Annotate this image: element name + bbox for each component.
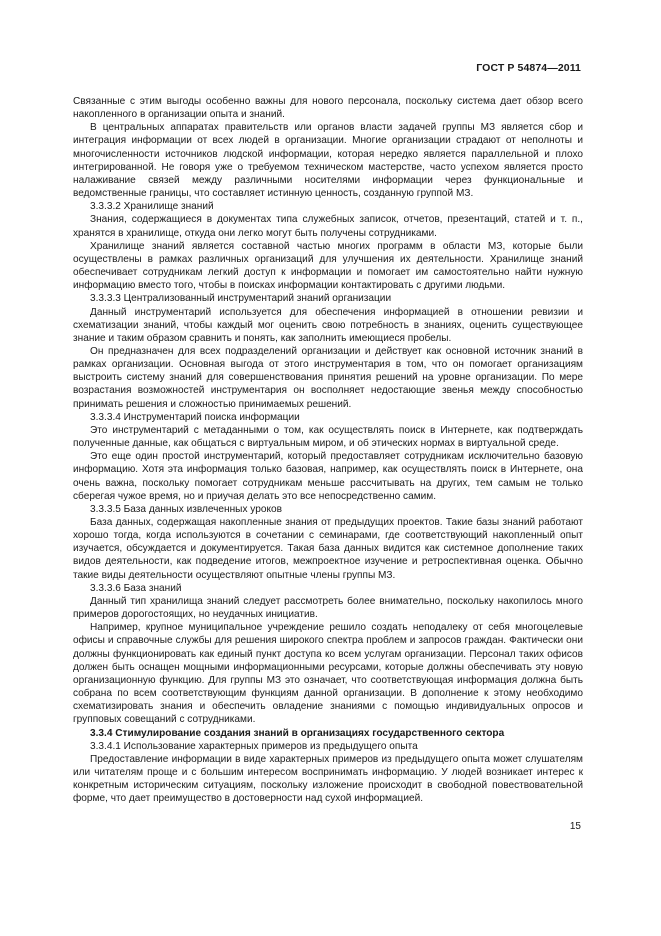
paragraph: В центральных аппаратах правительств или органов власти задачей группы МЗ является сбор и интеграция информации от всех людей в организации. Многие организации страдают от неполноты и многочисленности источников людской информации, которая нередко является параллельной и плохо интегрированной. Не говоря уже о требуемом техническом мастерстве, часто успехом является просто налаживание связей между различными носителями информации через функциональные и ведомственные границы, что составляет истинную ценность, созданную группой МЗ.	[73, 122, 583, 200]
paragraph: Связанные с этим выгоды особенно важны для нового персонала, поскольку система дает обзор всего накопленного в организации опыта и знаний.	[73, 96, 583, 121]
paragraph: Предоставление информации в виде характерных примеров из предыдущего опыта может слушателям или читателям проще и с большим интересом воспринимать информацию. У людей возникает интерес к конкретным историческим ситуациям, поскольку изложение происходит в свободной повествовательной форме, что дает преимущество в достоверности над сухой информацией.	[73, 753, 583, 805]
section-heading: 3.3.3.2 Хранилище знаний	[90, 201, 214, 213]
section-heading: 3.3.3.4 Инструментарий поиска информации	[90, 411, 300, 423]
section-heading: 3.3.3.6 База знаний	[90, 582, 182, 594]
section-heading: 3.3.3.5 База данных извлеченных уроков	[90, 503, 282, 515]
paragraph: Например, крупное муниципальное учреждение решило создать неподалеку от себя многоцелевые офисы и справочные службы для решения широкого спектра проблем и запросов граждан. Фактически они должны функционировать как единый пункт доступа ко всем услугам организации. Персонал таких офисов должен быть оснащен мощными информационными ресурсами, которые должны обеспечивать эту новую организационную функцию. Для группы МЗ это означает, что соответствующая информация должна быть собрана по всем соответствующим функциям данной организации. В дополнение к этому необходимо схематизировать знания и обеспечить овладение знаниями с помощью индивидуальных опросов и групповых совещаний с сотрудниками.	[73, 622, 583, 726]
document-id-header: ГОСТ Р 54874—2011	[476, 62, 581, 74]
section-heading: 3.3.3.3 Централизованный инструментарий знаний организации	[90, 293, 392, 305]
paragraph: Он предназначен для всех подразделений организации и действует как основной источник знаний в рамках организации. Основная выгода от этого инструментария в том, что он помогает организациям выстроить систему знаний для совершенствования принятия решений на уровне организации. По мере возрастания возможностей инструментария он восполняет недостающие звенья между способностью принимать решения и сложностью принимаемых решений.	[73, 345, 583, 410]
paragraph: Это инструментарий с метаданными о том, как осуществлять поиск в Интернете, как подтверждать полученные данные, как общаться с виртуальным миром, и об этических нормах в виртуальной среде.	[73, 424, 583, 450]
page-body	[73, 95, 583, 805]
paragraph: Хранилище знаний является составной частью многих программ в области МЗ, которые были осуществлены в рамках различных организаций для улучшения их деятельности. Хранилище знаний обеспечивает сотрудникам легкий доступ к информации и помогает им самостоятельно найти нужную информацию вместо того, чтобы в поисках информации контактировать с другими людьми.	[73, 240, 583, 292]
section-heading-bold: 3.3.4 Стимулирование создания знаний в организациях государственного сектора	[90, 727, 505, 739]
paragraph: Данный инструментарий используется для обеспечения информацией в отношении ревизии и схематизации знаний, чтобы каждый мог оценить свою потребность в знаниях, оценить существующее знание и таким образом сравнить и понять, как заполнить имеющиеся пробелы.	[73, 306, 583, 344]
paragraph: Знания, содержащиеся в документах типа служебных записок, отчетов, презентаций, статей и т. п., хранятся в хранилище, откуда они легко могут быть получены сотрудниками.	[73, 214, 583, 239]
paragraph: Данный тип хранилища знаний следует рассмотреть более внимательно, поскольку накопилось много примеров дорогостоящих, но неудачных инициатив.	[73, 595, 583, 621]
page-number: 15	[569, 821, 581, 832]
paragraph: База данных, содержащая накопленные знания от предыдущих проектов. Такие базы знаний работают хорошо тогда, когда используются в сочетании с семинарами, где соответствующий накопленный опыт изучается, обсуждается и документируется. Такая база данных видится как системное дополнение таких видов деятельности, как подведение итогов, межпроектное изучение и ретроспективная оценка. Обычно такие виды деятельности осуществляют опытные члены группы МЗ.	[73, 517, 583, 581]
section-heading: 3.3.4.1 Использование характерных примеров из предыдущего опыта	[90, 740, 418, 752]
paragraph: Это еще один простой инструментарий, который предоставляет сотрудникам исключительно базовую информацию. Хотя эта информация только базовая, например, как осуществлять поиск в Интернете, она очень важна, поскольку помогает сотрудникам меньше рассчитывать на других, тем самым не только сберегая чужое время, но и приучая делать это все непосредственно самим.	[73, 451, 583, 502]
